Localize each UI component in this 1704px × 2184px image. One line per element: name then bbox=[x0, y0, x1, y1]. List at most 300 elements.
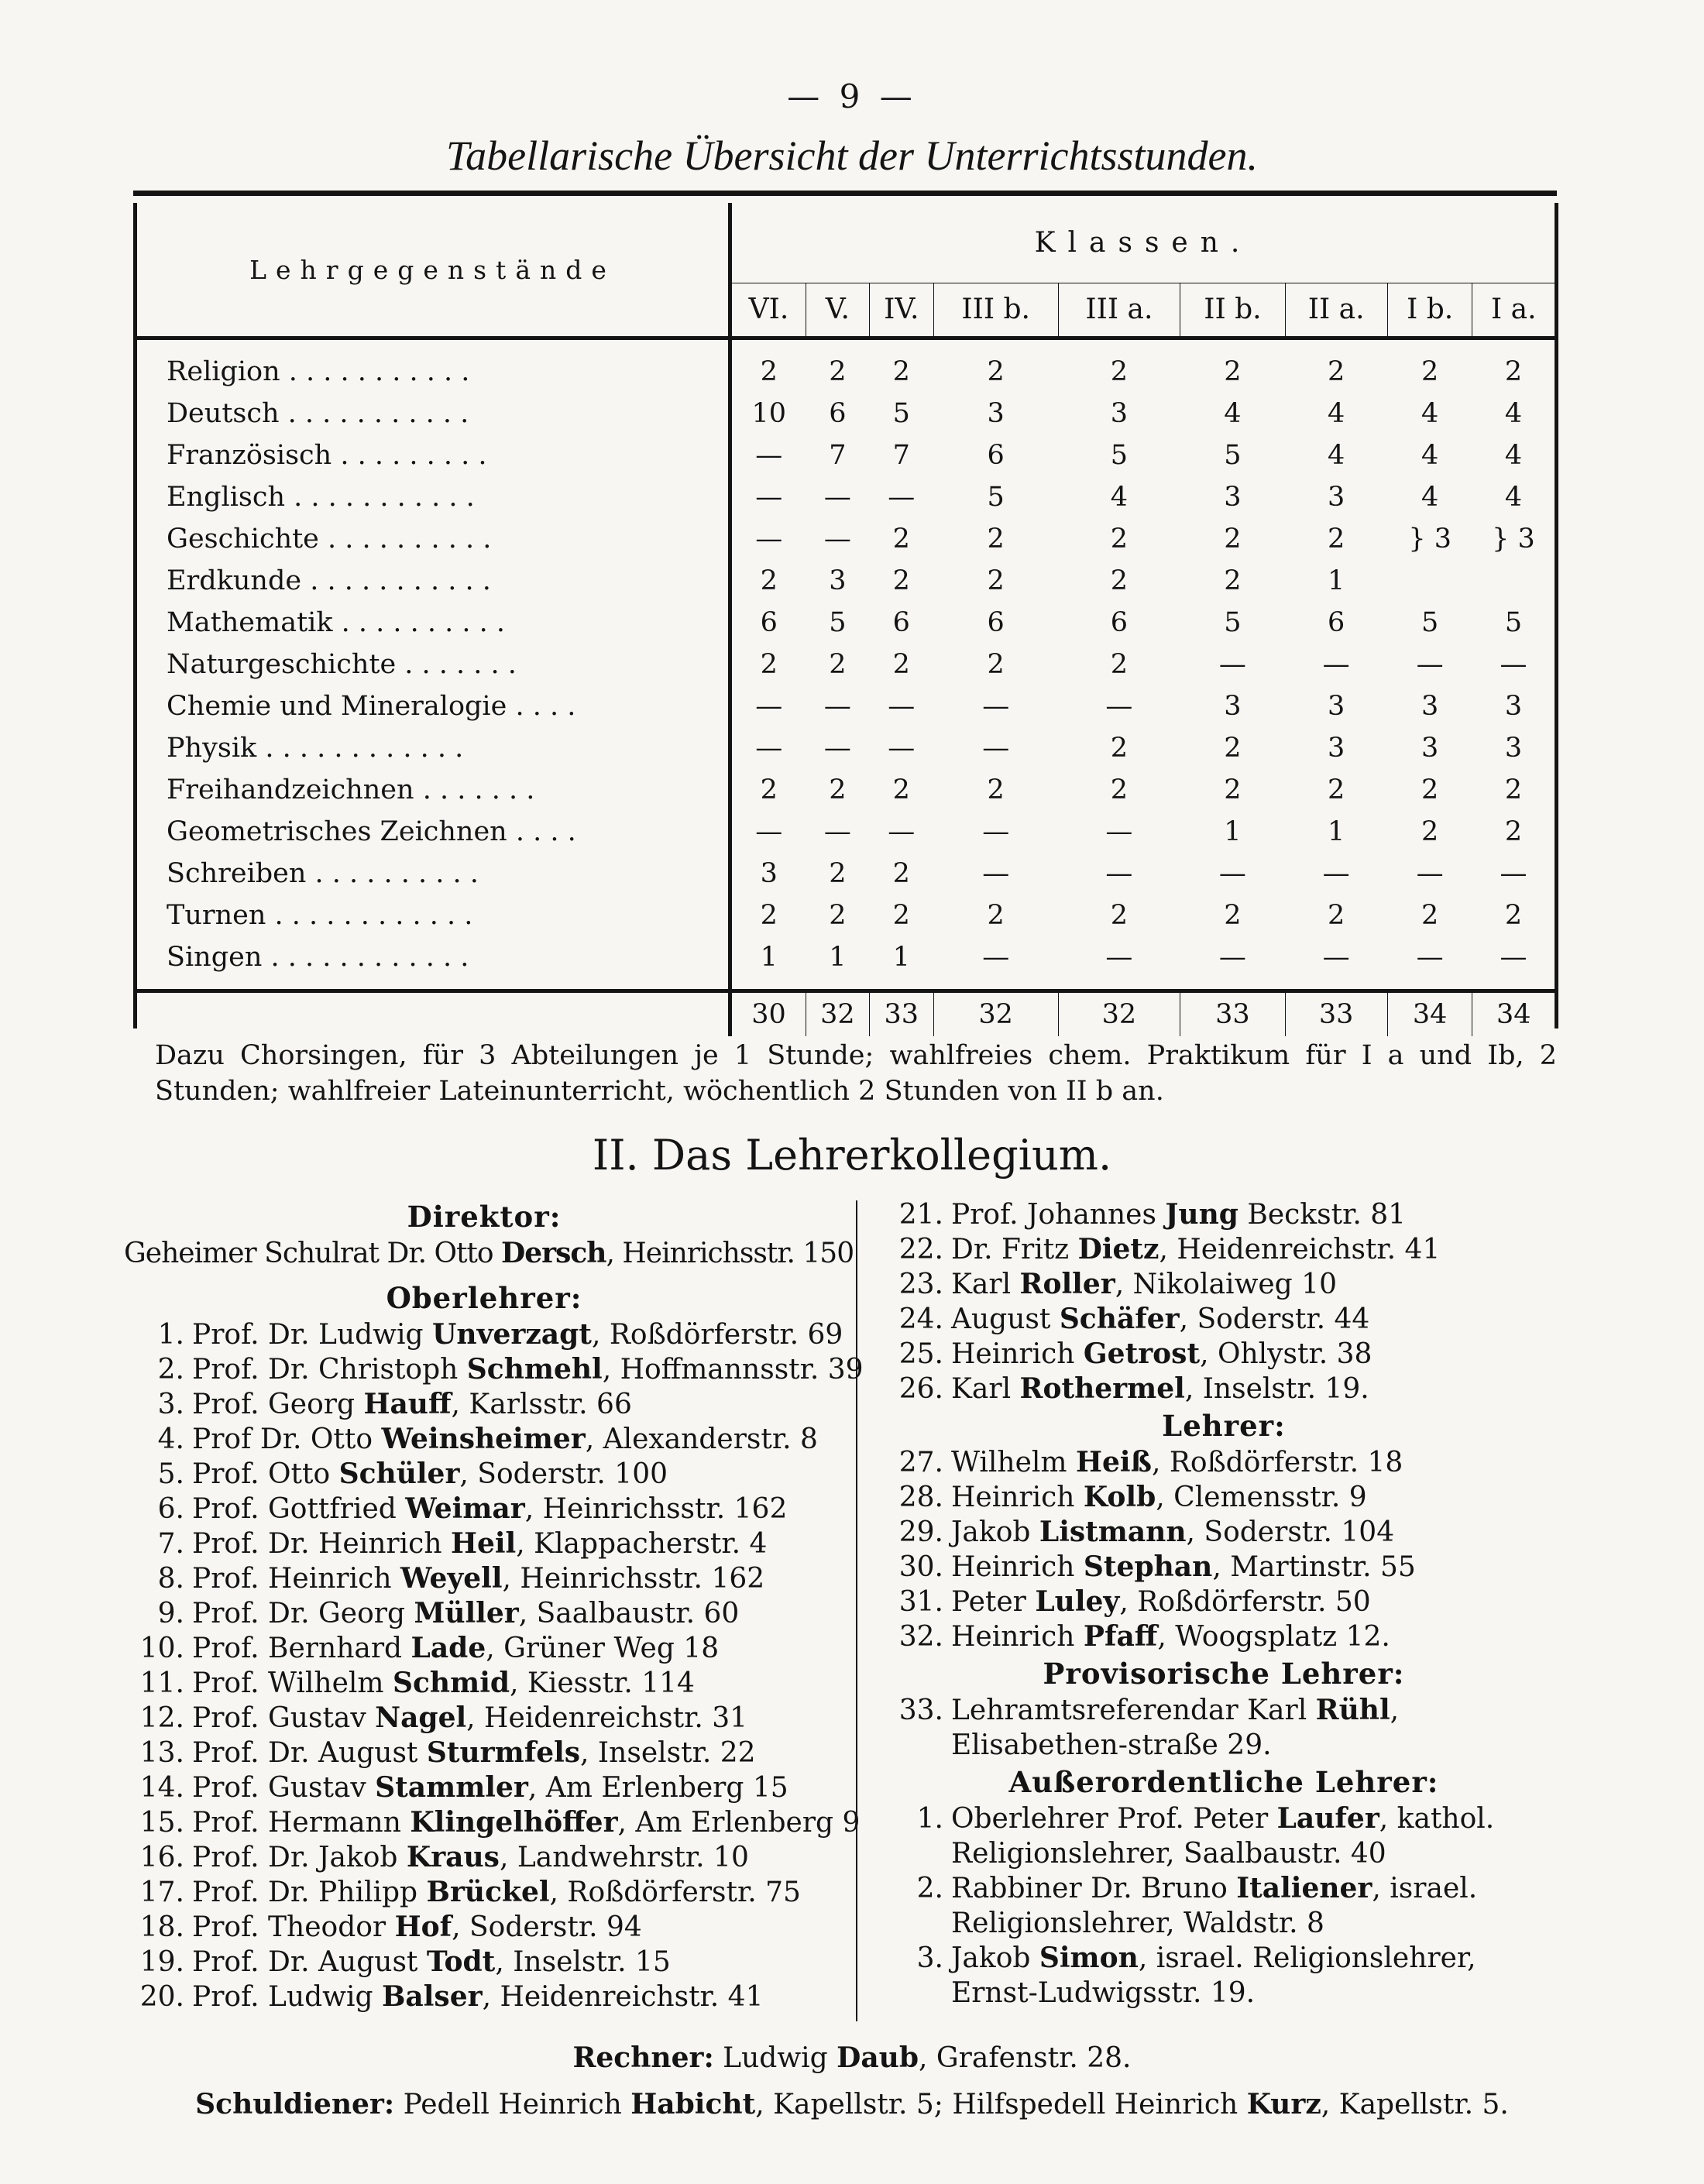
hours-cell: — bbox=[1500, 942, 1527, 973]
subject-cell: Naturgeschichte . . . . . . . bbox=[137, 644, 730, 685]
entry-name: Jung bbox=[1165, 1198, 1238, 1231]
entry-suffix: , Kiesstr. 114 bbox=[510, 1667, 695, 1699]
table-row bbox=[137, 685, 1555, 727]
hours-cell: 2 bbox=[892, 565, 910, 596]
hours-cell: 2 bbox=[829, 649, 847, 680]
hours-cell: — bbox=[888, 816, 916, 847]
entry-number: 8. bbox=[157, 1563, 184, 1595]
entry-text bbox=[951, 1515, 1565, 1550]
hours-cell: 4 bbox=[1328, 398, 1345, 429]
entry-number: 17. bbox=[139, 1877, 184, 1908]
entry-name: Schäfer bbox=[1059, 1303, 1180, 1335]
oberlehrer-list bbox=[124, 1317, 864, 2014]
table-row bbox=[137, 811, 1555, 853]
entry-text bbox=[192, 1596, 844, 1631]
hours-cell: 5 bbox=[1504, 607, 1523, 638]
entry-name: Lade bbox=[411, 1632, 486, 1664]
entry-name: Müller bbox=[414, 1597, 519, 1629]
page-title: Tabellarische Übersicht der Unterrichtsstunden. bbox=[446, 132, 1258, 179]
hours-cell: 2 bbox=[892, 774, 910, 805]
spacer-cell bbox=[137, 978, 730, 991]
entry-suffix: , Karlsstr. 66 bbox=[451, 1389, 632, 1420]
entry-suffix: , Soderstr. 104 bbox=[1186, 1516, 1395, 1548]
entry-prefix: Lehramtsreferendar Karl bbox=[951, 1695, 1316, 1726]
entry-suffix: , Heidenreichstr. 41 bbox=[482, 1981, 764, 2013]
entry-text bbox=[192, 1561, 844, 1596]
hours-cell: 2 bbox=[829, 356, 847, 387]
entry-prefix: Prof. Ludwig bbox=[192, 1981, 382, 2013]
staff-entry bbox=[883, 1372, 1565, 1406]
entry-number: 32. bbox=[898, 1621, 943, 1653]
entry-name: Unverzagt bbox=[432, 1318, 592, 1351]
entry-name: Pfaff bbox=[1083, 1620, 1158, 1653]
hours-cell: 2 bbox=[1504, 356, 1523, 387]
hours-cell: — bbox=[755, 816, 783, 847]
entry-name: Simon bbox=[1039, 1942, 1139, 1974]
hours-cell: 3 bbox=[760, 858, 778, 889]
hours-cell: 2 bbox=[987, 565, 1005, 596]
hours-cell: — bbox=[1416, 649, 1444, 680]
entry-text bbox=[192, 1317, 844, 1352]
hours-cell: 2 bbox=[1421, 900, 1439, 931]
staff-entry bbox=[124, 1736, 844, 1770]
entry-suffix: , Soderstr. 44 bbox=[1179, 1303, 1370, 1335]
hours-cell: 2 bbox=[1504, 816, 1523, 847]
hours-cell: 4 bbox=[1421, 398, 1439, 429]
entry-prefix: Prof. Theodor bbox=[192, 1911, 395, 1943]
total-cell: 32 bbox=[933, 991, 1058, 1037]
hours-cell: — bbox=[982, 858, 1010, 889]
staff-entry bbox=[124, 1631, 844, 1666]
rechner-line: Rechner: Ludwig Daub, Grafenstr. 28. bbox=[572, 2041, 1132, 2074]
hours-cell: 5 bbox=[1110, 440, 1129, 471]
entry-number: 24. bbox=[898, 1303, 943, 1335]
entry-suffix: , Nikolaiweg 10 bbox=[1115, 1269, 1337, 1300]
subject-cell: Religion . . . . . . . . . . . bbox=[137, 351, 730, 393]
entry-number: 30. bbox=[898, 1551, 943, 1583]
totals-label-cell bbox=[137, 991, 730, 1037]
entry-text bbox=[951, 1302, 1565, 1337]
entry-number: 11. bbox=[139, 1667, 184, 1699]
entry-number: 3. bbox=[916, 1942, 943, 1974]
entry-prefix: Prof. Bernhard bbox=[192, 1633, 411, 1664]
totals-row bbox=[137, 991, 1555, 1037]
entry-name: Roller bbox=[1019, 1268, 1115, 1300]
entry-number: 27. bbox=[898, 1447, 943, 1478]
total-cell: 33 bbox=[1285, 991, 1387, 1037]
oberlehrer-cont-list bbox=[883, 1197, 1565, 1406]
hours-table-frame bbox=[133, 203, 1558, 1028]
entry-suffix: , israel. Religionslehrer, Waldstr. 8 bbox=[951, 1873, 1478, 1939]
entry-name: Todt bbox=[426, 1945, 496, 1978]
entry-text bbox=[951, 1267, 1565, 1302]
entry-name: Weimar bbox=[405, 1492, 525, 1525]
hours-cell: 2 bbox=[760, 649, 778, 680]
hours-cell: 1 bbox=[760, 942, 778, 973]
class-header: I b. bbox=[1387, 283, 1472, 338]
hours-cell: 2 bbox=[1110, 356, 1129, 387]
hours-cell: — bbox=[755, 482, 783, 513]
entry-prefix: Prof. Dr. Jakob bbox=[192, 1842, 407, 1873]
entry-number: 29. bbox=[898, 1516, 943, 1548]
entry-prefix: Jakob bbox=[951, 1516, 1039, 1548]
entry-prefix: Prof. Gustav bbox=[192, 1702, 376, 1734]
entry-suffix: , Inselstr. 19. bbox=[1184, 1373, 1369, 1405]
provisorische-list bbox=[883, 1693, 1565, 1763]
table-row bbox=[137, 602, 1555, 644]
entry-prefix: Prof. Heinrich bbox=[192, 1563, 400, 1595]
entry-suffix: , Soderstr. 94 bbox=[452, 1911, 642, 1943]
staff-entry bbox=[124, 1561, 844, 1596]
staff-entry bbox=[883, 1619, 1565, 1654]
entry-suffix: , israel. Religionslehrer, Ernst-Ludwigsstr. 19. bbox=[951, 1942, 1476, 2009]
hours-cell: 4 bbox=[1504, 482, 1523, 513]
entry-text bbox=[951, 1232, 1565, 1267]
hours-cell: 6 bbox=[892, 607, 910, 638]
entry-number: 12. bbox=[139, 1702, 184, 1734]
entry-text bbox=[951, 1445, 1565, 1480]
hours-cell: 6 bbox=[760, 607, 778, 638]
hours-cell: 2 bbox=[760, 356, 778, 387]
entry-name: Heiß bbox=[1075, 1446, 1152, 1478]
hours-cell: — bbox=[1218, 858, 1246, 889]
staff-entry bbox=[124, 1910, 844, 1945]
hours-cell: 3 bbox=[1328, 482, 1345, 513]
staff-entry bbox=[883, 1480, 1565, 1515]
subject-cell: Englisch . . . . . . . . . . . bbox=[137, 476, 730, 518]
entry-suffix: , Heinrichsstr. 162 bbox=[524, 1493, 788, 1525]
subjects-header: Lehrgegenstände bbox=[137, 203, 730, 338]
entry-prefix: Heinrich bbox=[951, 1338, 1084, 1370]
hours-cell: 4 bbox=[1504, 440, 1523, 471]
entry-prefix: Prof Dr. Otto bbox=[192, 1423, 382, 1455]
hours-cell: — bbox=[1105, 942, 1133, 973]
hours-cell: — bbox=[1322, 858, 1350, 889]
oberlehrer-heading: Oberlehrer: bbox=[386, 1281, 582, 1315]
hours-cell: 4 bbox=[1421, 440, 1439, 471]
hours-cell: — bbox=[1322, 942, 1350, 973]
staff-entry bbox=[124, 1317, 844, 1352]
hours-cell: 3 bbox=[1110, 398, 1129, 429]
class-header: III a. bbox=[1058, 283, 1180, 338]
hours-cell: 4 bbox=[1328, 440, 1345, 471]
staff-entry bbox=[124, 1701, 844, 1736]
hours-cell: 2 bbox=[1110, 524, 1129, 555]
entry-text bbox=[951, 1372, 1565, 1406]
entry-suffix: , kathol. Religionslehrer, Saalbaustr. 40 bbox=[951, 1803, 1495, 1870]
entry-suffix: , Heinrichsstr. 162 bbox=[502, 1563, 765, 1595]
entry-name: Dietz bbox=[1077, 1233, 1159, 1265]
entry-text bbox=[951, 1801, 1565, 1871]
entry-number: 14. bbox=[139, 1772, 184, 1804]
entry-number: 1. bbox=[157, 1319, 184, 1351]
entry-number: 6. bbox=[157, 1493, 184, 1525]
hours-cell bbox=[1387, 560, 1472, 602]
hours-cell: 3 bbox=[1504, 733, 1523, 764]
entry-name: Sturmfels bbox=[426, 1736, 581, 1769]
total-cell: 32 bbox=[1058, 991, 1180, 1037]
entry-suffix: , Klappacherstr. 4 bbox=[516, 1528, 768, 1560]
entry-text bbox=[192, 1492, 844, 1526]
hours-cell: 6 bbox=[829, 398, 847, 429]
hours-cell: — bbox=[1500, 649, 1527, 680]
entry-suffix: , Landwehrstr. 10 bbox=[499, 1842, 749, 1873]
director-heading: Direktor: bbox=[407, 1200, 562, 1234]
hours-table bbox=[137, 203, 1555, 1036]
hours-cell: — bbox=[1105, 691, 1133, 722]
entry-name: Balser bbox=[382, 1980, 483, 2013]
hours-cell: — bbox=[888, 482, 916, 513]
hours-cell: — bbox=[823, 482, 851, 513]
hours-cell: 10 bbox=[751, 398, 787, 429]
entry-prefix: Prof. Dr. August bbox=[192, 1946, 427, 1978]
staff-entry bbox=[883, 1337, 1565, 1372]
hours-cell: 2 bbox=[1421, 356, 1439, 387]
hours-cell: 3 bbox=[1328, 733, 1345, 764]
entry-suffix: , Saalbaustr. 60 bbox=[518, 1598, 740, 1629]
entry-text bbox=[951, 1550, 1565, 1585]
staff-entry bbox=[883, 1585, 1565, 1619]
subject-cell: Französisch . . . . . . . . . bbox=[137, 434, 730, 476]
hours-cell: 6 bbox=[987, 607, 1005, 638]
table-row bbox=[137, 351, 1555, 393]
entry-number: 2. bbox=[916, 1873, 943, 1904]
hours-cell: 3 bbox=[1421, 733, 1439, 764]
staff-entry bbox=[124, 1387, 844, 1422]
total-cell: 33 bbox=[1180, 991, 1285, 1037]
hours-cell: 2 bbox=[892, 900, 910, 931]
entry-prefix: Prof. Georg bbox=[192, 1389, 364, 1420]
classes-header: Klassen. bbox=[730, 203, 1555, 283]
table-row bbox=[137, 895, 1555, 936]
entry-name: Weinsheimer bbox=[381, 1423, 586, 1455]
hours-cell: 4 bbox=[1224, 398, 1242, 429]
class-header: II b. bbox=[1180, 283, 1285, 338]
hours-cell: — bbox=[755, 440, 783, 471]
entry-prefix: Prof. Dr. Georg bbox=[192, 1598, 414, 1629]
entry-suffix: , Inselstr. 15 bbox=[495, 1946, 671, 1978]
entry-prefix: Heinrich bbox=[951, 1551, 1084, 1583]
hours-cell: } 3 bbox=[1408, 524, 1451, 555]
subject-cell: Chemie und Mineralogie . . . . bbox=[137, 685, 730, 727]
entry-number: 1. bbox=[916, 1803, 943, 1835]
hours-cell: 3 bbox=[1224, 482, 1242, 513]
hours-cell: 2 bbox=[1224, 565, 1242, 596]
entry-suffix: , Am Erlenberg 15 bbox=[527, 1772, 788, 1804]
subject-cell: Schreiben . . . . . . . . . . bbox=[137, 853, 730, 895]
entry-prefix: Prof. Dr. Heinrich bbox=[192, 1528, 451, 1560]
table-row bbox=[137, 518, 1555, 560]
subject-cell: Turnen . . . . . . . . . . . . bbox=[137, 895, 730, 936]
entry-name: Stammler bbox=[375, 1771, 528, 1804]
hours-cell: 5 bbox=[829, 607, 847, 638]
entry-text bbox=[192, 1770, 844, 1805]
entry-name: Schmehl bbox=[466, 1353, 603, 1386]
hours-cell: — bbox=[755, 691, 783, 722]
entry-name: Heil bbox=[450, 1527, 517, 1560]
entry-name: Klingelhöffer bbox=[410, 1806, 618, 1839]
hours-cell: 5 bbox=[1421, 607, 1439, 638]
hours-cell: 2 bbox=[987, 524, 1005, 555]
hours-cell: 4 bbox=[1504, 398, 1523, 429]
ausserordentliche-heading: Außerordentliche Lehrer: bbox=[1008, 1765, 1439, 1799]
entry-prefix: Jakob bbox=[951, 1942, 1039, 1974]
entry-text bbox=[192, 1980, 844, 2014]
entry-suffix: , Roßdörferstr. 69 bbox=[591, 1319, 843, 1351]
entry-text bbox=[192, 1945, 844, 1980]
entry-suffix: , Woogsplatz 12. bbox=[1157, 1621, 1390, 1653]
staff-entry bbox=[124, 1457, 844, 1492]
hours-cell: 2 bbox=[1328, 900, 1345, 931]
hours-cell: — bbox=[823, 524, 851, 555]
hours-cell: 2 bbox=[987, 900, 1005, 931]
entry-number: 3. bbox=[157, 1389, 184, 1420]
entry-prefix: Prof. Wilhelm bbox=[192, 1667, 393, 1699]
entry-text bbox=[192, 1875, 844, 1910]
staff-entry bbox=[124, 1945, 844, 1980]
hours-cell: 2 bbox=[1224, 774, 1242, 805]
hours-cell: — bbox=[1218, 942, 1246, 973]
spacer-cell bbox=[137, 338, 730, 352]
hours-cell: — bbox=[823, 816, 851, 847]
subject-cell: Erdkunde . . . . . . . . . . . bbox=[137, 560, 730, 602]
entry-number: 5. bbox=[157, 1458, 184, 1490]
entry-text bbox=[951, 1585, 1565, 1619]
hours-cell: — bbox=[755, 524, 783, 555]
entry-text bbox=[951, 1693, 1565, 1763]
staff-entry bbox=[124, 1596, 844, 1631]
staff-entry bbox=[883, 1941, 1565, 2011]
entry-text bbox=[192, 1352, 864, 1387]
hours-cell: 2 bbox=[1328, 524, 1345, 555]
hours-cell: 2 bbox=[1224, 356, 1242, 387]
hours-cell: 5 bbox=[987, 482, 1005, 513]
entry-suffix: , Elisabethen-straße 29. bbox=[951, 1695, 1400, 1761]
entry-prefix: Karl bbox=[951, 1373, 1020, 1405]
subject-cell: Deutsch . . . . . . . . . . . bbox=[137, 393, 730, 434]
entry-text bbox=[192, 1805, 860, 1840]
entry-number: 15. bbox=[139, 1807, 184, 1839]
entry-prefix: Heinrich bbox=[951, 1621, 1084, 1653]
entry-number: 4. bbox=[157, 1423, 184, 1455]
hours-cell: — bbox=[755, 733, 783, 764]
entry-text bbox=[192, 1631, 844, 1666]
lehrer-list bbox=[883, 1445, 1565, 1654]
hours-cell: 2 bbox=[760, 774, 778, 805]
hours-cell: 2 bbox=[1504, 774, 1523, 805]
class-header: V. bbox=[806, 283, 870, 338]
hours-cell: 3 bbox=[1504, 691, 1523, 722]
entry-name: Italiener bbox=[1236, 1872, 1372, 1904]
entry-suffix: , Ohlystr. 38 bbox=[1200, 1338, 1372, 1370]
staff-entry bbox=[124, 1352, 864, 1387]
table-row bbox=[137, 434, 1555, 476]
entry-prefix: Prof. Dr. Philipp bbox=[192, 1877, 427, 1908]
class-header: I a. bbox=[1472, 283, 1555, 338]
spacer-cell bbox=[730, 338, 1555, 352]
schuldiener-line: Schuldiener: Pedell Heinrich Habicht, Kapellstr. 5; Hilfspedell Heinrich Kurz, Kapellstr. 5. bbox=[195, 2088, 1509, 2120]
staff-entry bbox=[883, 1871, 1565, 1941]
staff-entry bbox=[124, 1666, 844, 1701]
hours-cell: 5 bbox=[1224, 607, 1242, 638]
entry-name: Stephan bbox=[1083, 1550, 1213, 1583]
entry-prefix: Prof. Dr. Christoph bbox=[192, 1354, 467, 1386]
entry-name: Rühl bbox=[1315, 1694, 1390, 1726]
entry-suffix: , Martinstr. 55 bbox=[1212, 1551, 1416, 1583]
entry-prefix: Prof. Dr. August bbox=[192, 1737, 427, 1769]
hours-cell: 2 bbox=[1224, 733, 1242, 764]
hours-cell: 2 bbox=[760, 565, 778, 596]
hours-cell: 1 bbox=[1224, 816, 1242, 847]
entry-prefix: Wilhelm bbox=[951, 1447, 1076, 1478]
subject-cell: Freihandzeichnen . . . . . . . bbox=[137, 769, 730, 811]
hours-cell: — bbox=[982, 733, 1010, 764]
spacer-cell bbox=[730, 978, 1555, 991]
subject-cell: Singen . . . . . . . . . . . . bbox=[137, 936, 730, 978]
entry-text bbox=[192, 1457, 844, 1492]
entry-prefix: Dr. Fritz bbox=[951, 1234, 1078, 1265]
title-rule bbox=[133, 191, 1557, 196]
hours-cell: 2 bbox=[1110, 649, 1129, 680]
class-header: IV. bbox=[869, 283, 933, 338]
hours-cell bbox=[1472, 560, 1555, 602]
hours-cell: 3 bbox=[1328, 691, 1345, 722]
table-note: Dazu Chorsingen, für 3 Abteilungen je 1 Stunde; wahlfreies chem. Praktikum für I a und Ib, 2 Stunden; wahlfreier Lateinunterricht, wöchentlich 2 Stunden von II b an. bbox=[155, 1040, 1557, 1107]
entry-name: Kolb bbox=[1083, 1481, 1156, 1513]
entry-suffix: , Hoffmannsstr. 39 bbox=[602, 1354, 864, 1386]
staff-entry bbox=[883, 1302, 1565, 1337]
entry-text bbox=[951, 1480, 1565, 1515]
entry-suffix: , Roßdörferstr. 18 bbox=[1151, 1447, 1403, 1478]
hours-cell: 4 bbox=[1421, 482, 1439, 513]
hours-cell: 2 bbox=[1110, 774, 1129, 805]
hours-cell: 2 bbox=[892, 858, 910, 889]
entry-prefix: Peter bbox=[951, 1586, 1036, 1618]
hours-cell: 6 bbox=[1110, 607, 1129, 638]
hours-cell: — bbox=[1105, 816, 1133, 847]
hours-cell: } 3 bbox=[1492, 524, 1535, 555]
section-title: II. Das Lehrerkollegium. bbox=[592, 1131, 1112, 1180]
entry-name: Luley bbox=[1035, 1585, 1120, 1618]
staff-entry bbox=[124, 1422, 844, 1457]
class-header: VI. bbox=[730, 283, 806, 338]
hours-cell: 7 bbox=[829, 440, 847, 471]
subject-cell: Mathematik . . . . . . . . . . bbox=[137, 602, 730, 644]
entry-number: 26. bbox=[898, 1373, 943, 1405]
entry-prefix: Prof. Johannes bbox=[951, 1199, 1166, 1231]
hours-cell: — bbox=[888, 691, 916, 722]
total-cell: 30 bbox=[730, 991, 806, 1037]
entry-number: 22. bbox=[898, 1234, 943, 1265]
entry-suffix: , Grüner Weg 18 bbox=[486, 1633, 720, 1664]
staff-entry bbox=[883, 1232, 1565, 1267]
entry-name: Weyell bbox=[400, 1562, 503, 1595]
entry-number: 2. bbox=[157, 1354, 184, 1386]
hours-cell: 2 bbox=[1421, 816, 1439, 847]
hours-cell: 2 bbox=[1504, 900, 1523, 931]
entry-number: 16. bbox=[139, 1842, 184, 1873]
hours-cell: — bbox=[982, 942, 1010, 973]
hours-cell: — bbox=[823, 733, 851, 764]
entry-suffix: , Roßdörferstr. 75 bbox=[549, 1877, 801, 1908]
hours-cell: 2 bbox=[1224, 900, 1242, 931]
subject-cell: Geschichte . . . . . . . . . . bbox=[137, 518, 730, 560]
hours-cell: 2 bbox=[1421, 774, 1439, 805]
entry-text bbox=[951, 1941, 1565, 2011]
total-cell: 32 bbox=[806, 991, 870, 1037]
hours-cell: 2 bbox=[892, 524, 910, 555]
entry-number: 25. bbox=[898, 1338, 943, 1370]
